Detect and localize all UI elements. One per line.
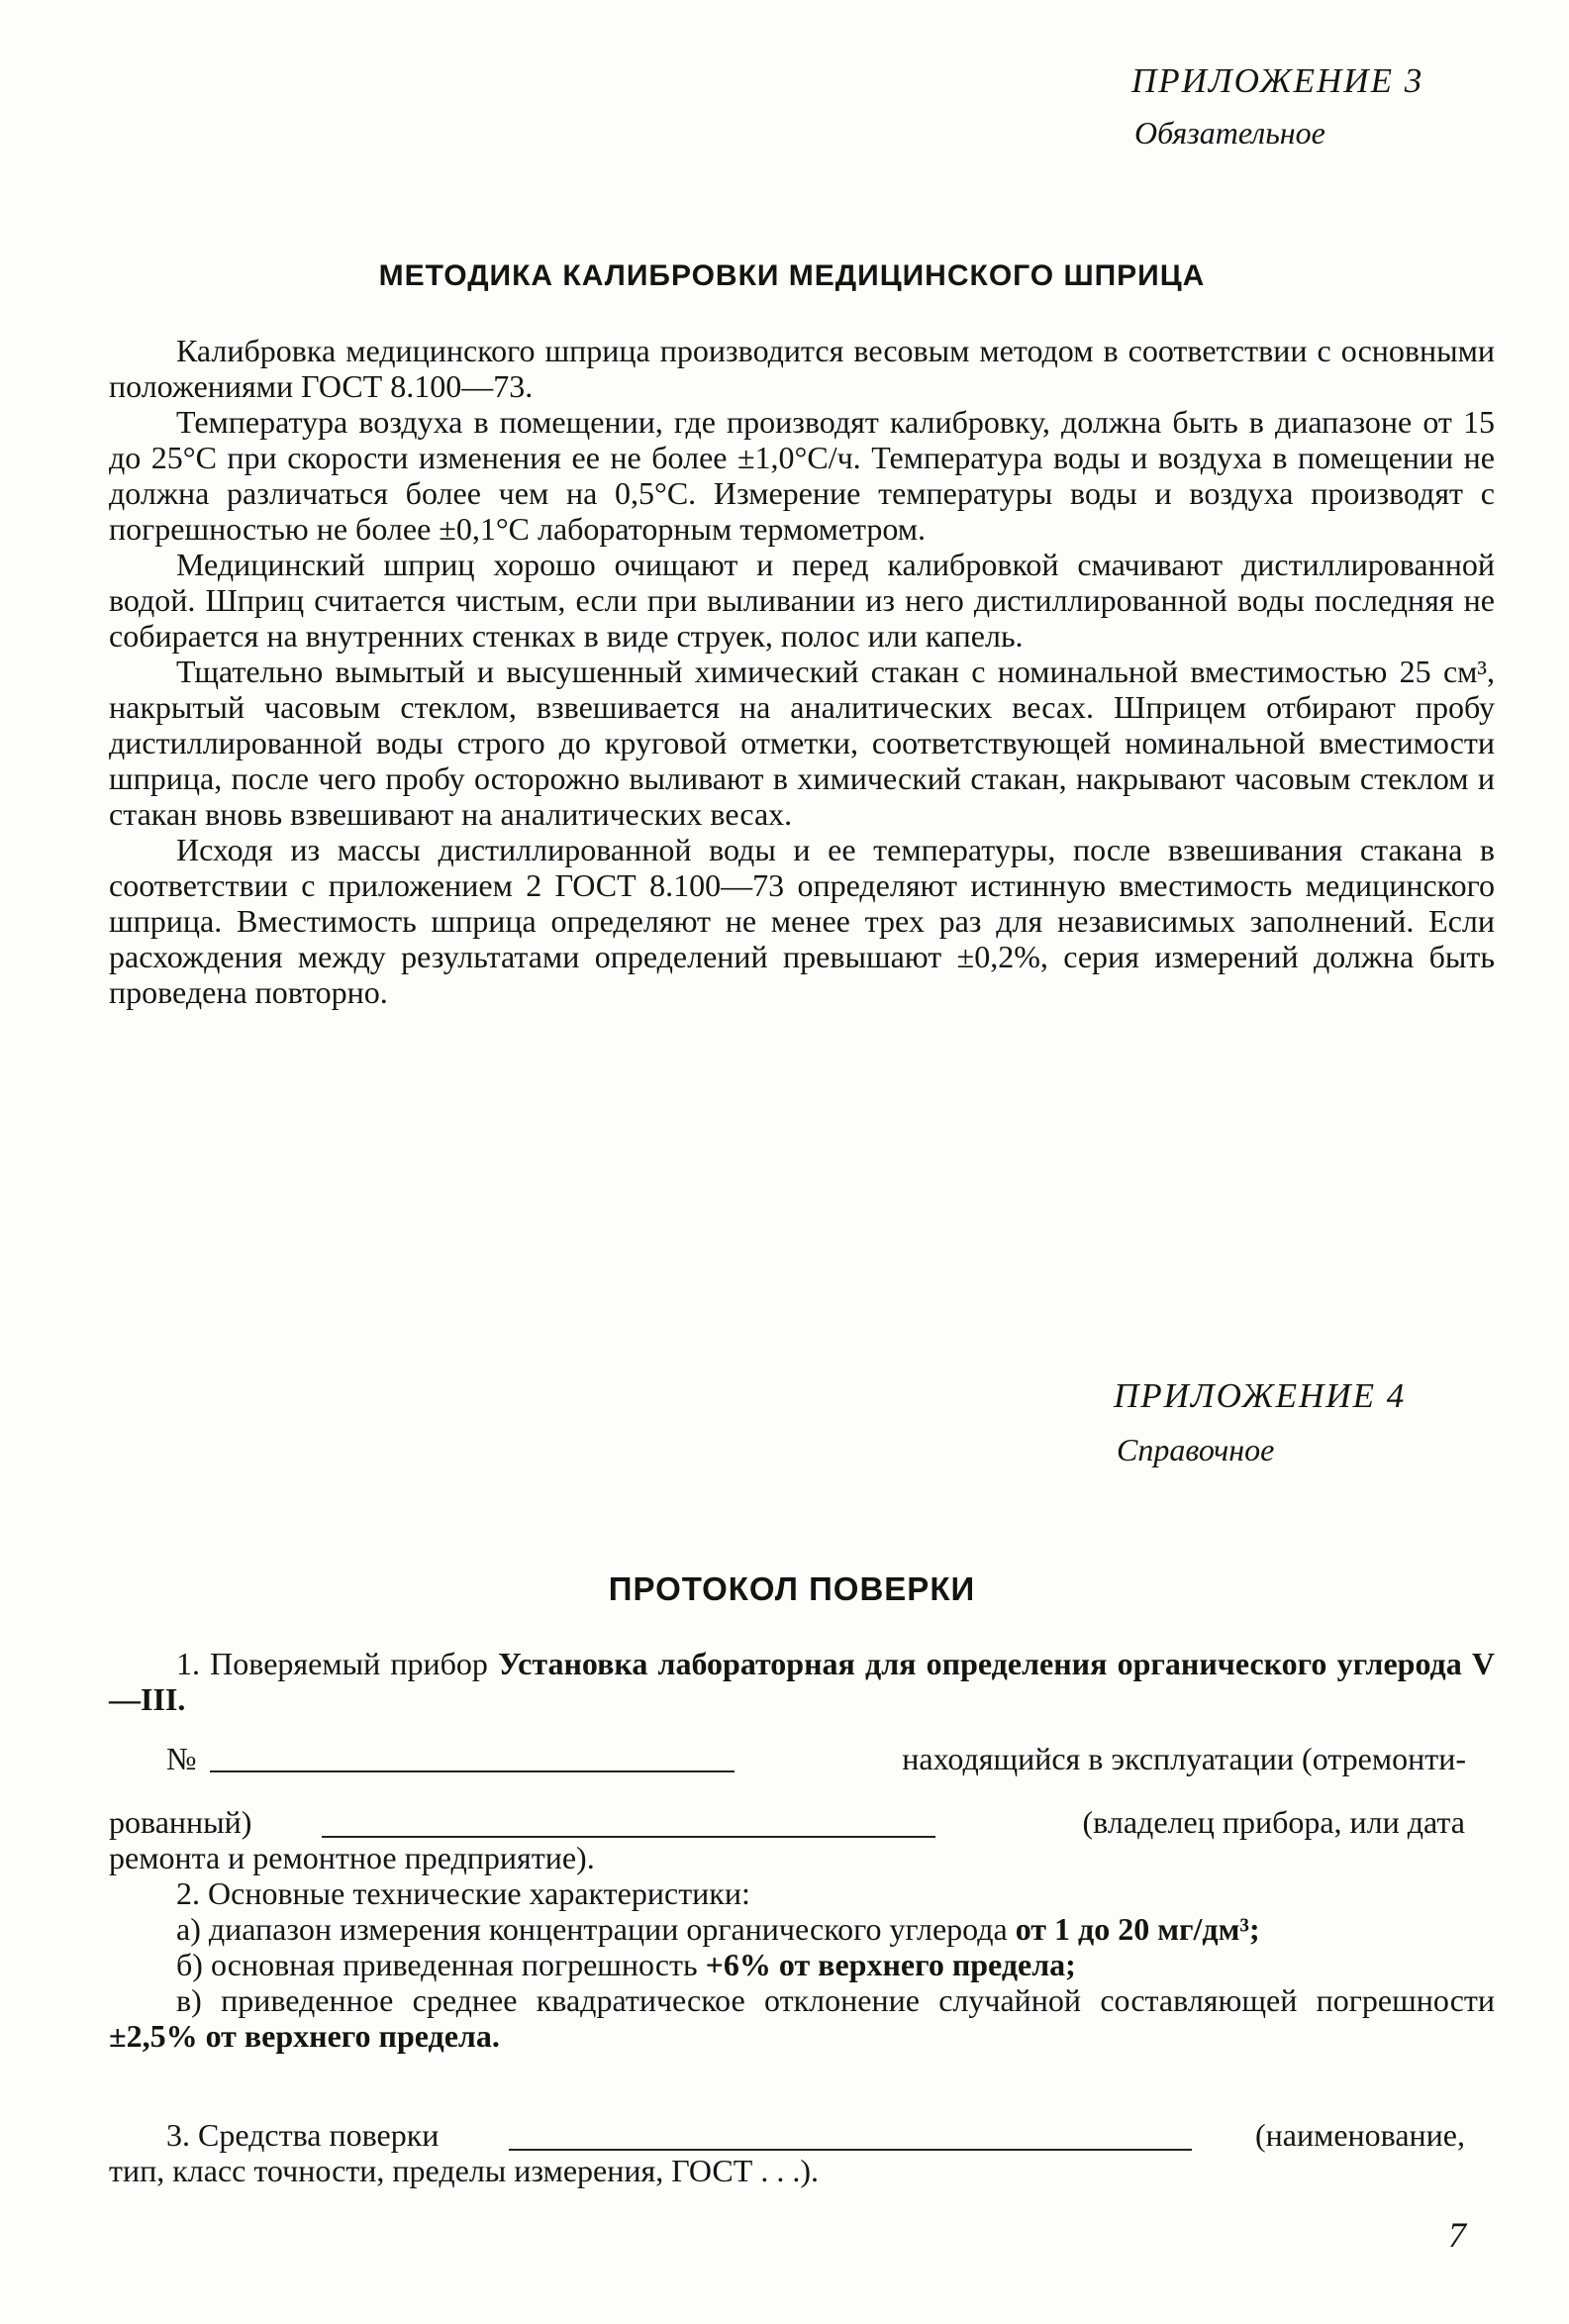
protocol-item-1 xyxy=(109,1646,1495,1717)
item3-tail: (наименование, xyxy=(1254,2117,1465,2153)
appendix4-heading: ПРОТОКОЛ ПОВЕРКИ xyxy=(608,1570,976,1607)
paragraph: Калибровка медицинского шприца производится весовым методом в соответствии с основными положениями ГОСТ 8.100—73. xyxy=(109,333,1495,404)
item2-heading: 2. Основные технические характеристики: xyxy=(176,1875,750,1911)
repaired-text: рованный) xyxy=(109,1804,252,1840)
appendix4-title: ПРИЛОЖЕНИЕ 4 xyxy=(1114,1376,1407,1415)
item2a-prefix: а) диапазон измерения концентрации органического углерода xyxy=(176,1911,1016,1947)
protocol-item-2 xyxy=(109,1875,1495,2054)
paragraph: Медицинский шприц хорошо очищают и перед калибровкой смачивают дистиллированной водой. Шприц считается чистым, если при выливании из него дистиллированной воды последняя не собирается на внутренних стенках в виде струек, полос или капель. xyxy=(109,547,1495,654)
paragraph: Температура воздуха в помещении, где производят калибровку, должна быть в диапазоне от 15 до 25°С при скорости изменения ее не более ±1,0°С/ч. Температура воды и воздуха в помещении не должна различаться более чем на 0,5°С. Измерение температуры воды и воздуха производят с погрешностью не более ±0,1°С лабораторным термометром. xyxy=(109,404,1495,547)
item3-line2: тип, класс точности, пределы измерения, ГОСТ . . .). xyxy=(109,2153,819,2188)
item2b-value: +6% от верхнего предела; xyxy=(705,1947,1076,1982)
appendix3-subtitle: Обязательное xyxy=(1134,115,1325,151)
item3-blank-line xyxy=(509,2149,1192,2151)
item1-prefix: 1. Поверяемый прибор xyxy=(176,1646,499,1681)
appendix3-body xyxy=(109,333,1495,1010)
item2b-prefix: б) основная приведенная погрешность xyxy=(176,1947,706,1982)
number-blank-line xyxy=(210,1770,735,1772)
paragraph: Исходя из массы дистиллированной воды и ее температуры, после взвешивания стакана в соответствии с приложением 2 ГОСТ 8.100—73 определяют истинную вместимость медицинского шприца. Вместимость шприца определяют не менее трех раз для независимых заполнений. Если расхождения между результатами определений превышают ±0,2%, серия измерений должна быть проведена повторно. xyxy=(109,832,1495,1010)
device-name: Установка лабораторная для определения органического углерода V—III. xyxy=(109,1646,1495,1717)
appendix3-title: ПРИЛОЖЕНИЕ 3 xyxy=(1131,61,1424,100)
in-operation-text: находящийся в эксплуатации (отремонти- xyxy=(902,1741,1466,1776)
owner-blank-line xyxy=(322,1836,935,1838)
item2c-prefix: в) приведенное среднее квадратическое отклонение случайной составляющей погрешности xyxy=(176,1982,1495,2018)
item2a-value: от 1 до 20 мг/дм³; xyxy=(1015,1911,1260,1947)
repair-line: ремонта и ремонтное предприятие). xyxy=(109,1840,595,1875)
item3-text: 3. Средства поверки xyxy=(166,2117,440,2153)
page-number: 7 xyxy=(1448,2215,1466,2255)
paragraph: Тщательно вымытый и высушенный химический стакан с номинальной вместимостью 25 см³, накрытый часовым стеклом, взвешивается на аналитических весах. Шприцем отбирают пробу дистиллированной воды строго до круговой отметки, соответствующей номинальной вместимости шприца, после чего пробу осторожно выливают в химический стакан, накрывают часовым стеклом и стакан вновь взвешивают на аналитических весах. xyxy=(109,654,1495,832)
number-sign: № xyxy=(166,1741,197,1776)
item2c-value: ±2,5% от верхнего предела. xyxy=(109,2018,500,2054)
owner-text: (владелец прибора, или дата xyxy=(1082,1804,1465,1840)
appendix3-heading: МЕТОДИКА КАЛИБРОВКИ МЕДИЦИНСКОГО ШПРИЦА xyxy=(378,259,1206,292)
appendix4-subtitle: Справочное xyxy=(1117,1432,1275,1467)
